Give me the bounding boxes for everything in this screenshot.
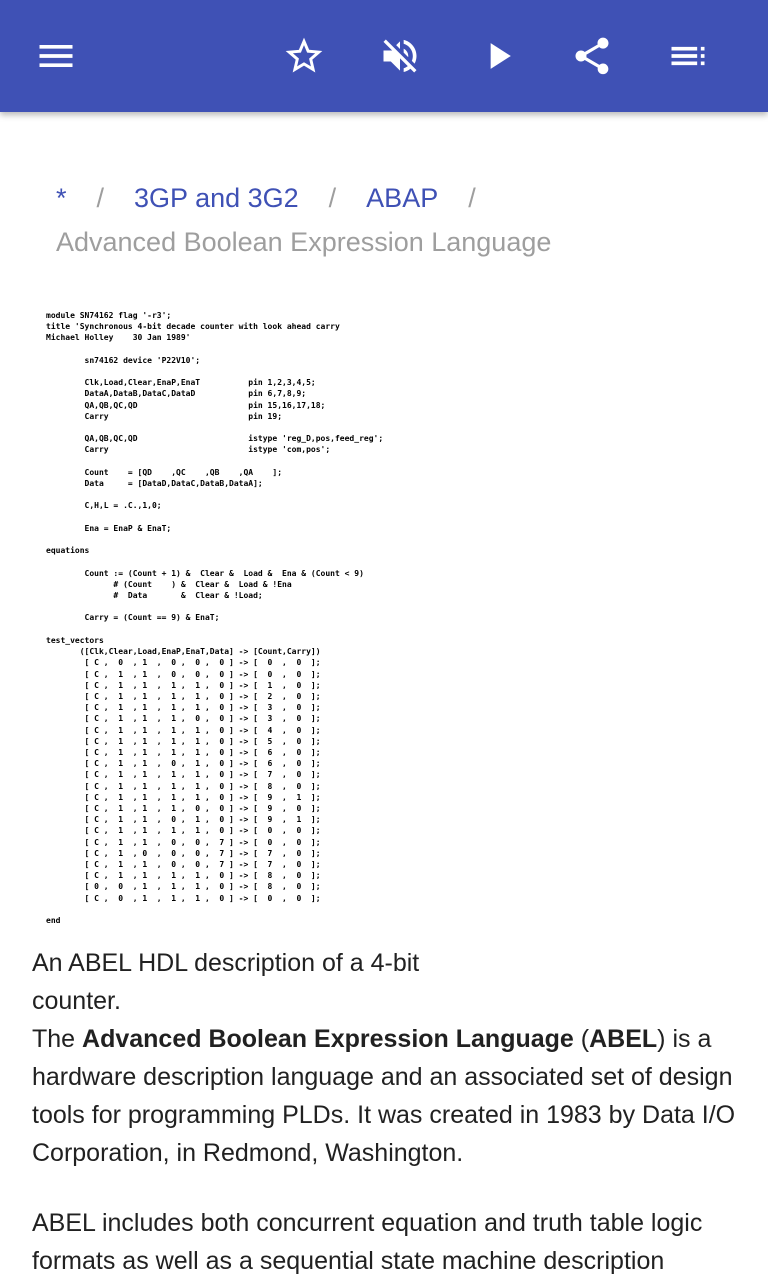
article-abbrev-bold: ABEL <box>589 1025 658 1053</box>
play-button[interactable] <box>470 28 526 84</box>
app-bar <box>0 0 768 112</box>
breadcrumb-link-abap[interactable]: ABAP <box>366 183 439 213</box>
breadcrumb-current-page: Advanced Boolean Expression Language <box>56 227 552 257</box>
breadcrumb-separator: / <box>468 183 476 213</box>
menu-button[interactable] <box>28 28 84 84</box>
figure-caption: An ABEL HDL description of a 4-bit counter. <box>32 949 420 1015</box>
toc-list-icon <box>666 34 710 78</box>
breadcrumb-separator: / <box>328 183 337 213</box>
play-icon <box>476 34 520 78</box>
paragraph-text: ) is a hardware description language and an associated set of design tools for programming PLDs. It was created in 1983 by Data I/O Corporation, in Redmond, Washington. <box>32 1025 736 1167</box>
breadcrumb-link-3gp[interactable]: 3GP and 3G2 <box>134 183 299 213</box>
article-body <box>32 1020 736 1280</box>
article-term-bold: Advanced Boolean Expression Language <box>82 1025 574 1053</box>
menu-icon <box>34 34 78 78</box>
paragraph-text: The <box>32 1025 83 1053</box>
mute-button[interactable] <box>372 28 428 84</box>
paragraph-text: ( <box>573 1025 590 1053</box>
abel-code-listing: module SN74162 flag '-r3'; title 'Synchronous 4-bit decade counter with look ahead carry Michael Holley 30 Jan 1989' sn74162 device 'P22V10'; Clk,Load,Clear,EnaP,EnaT pin 1,2,3,4,5; DataA,DataB,DataC,DataD pin 6,7,8,9; QA,QB,QC,QD pin 15,16,17,18; Carry pin 19; QA,QB,QC,QD istype 'reg_D,pos,feed_reg'; Carry istype 'com,pos'; Count = [QD ,QC ,QB ,QA ]; Data = [DataD,DataC,DataB,DataA]; C,H,L = .C.,1,0; Ena = EnaP & EnaT; equations Count := (Count + 1) & Clear & Load & Ena & (Count < 9) # (Count ) & Clear & Load & !Ena # Data & Clear & !Load; Carry = (Count == 9) & EnaT; test_vectors ([Clk,Clear,Load,EnaP,EnaT,Data] -> [Count,Carry]) [ C , 0 , 1 , 0 , 0 , 0 ] -> [ 0 , 0 ]; [ C , 1 , 1 , 0 , 0 , 0 ] -> [ 0 , 0 ]; [ C , 1 , 1 , 1 , 1 , 0 ] -> [ 1 , 0 ]; [ C , 1 , 1 , 1 , 1 , 0 ] -> [ 2 , 0 ]; [ C , 1 , 1 , 1 , 1 , 0 ] -> [ 3 , 0 ]; [ C , 1 , 1 , 1 , 0 , 0 ] -> [ 3 , 0 ]; [ C , 1 , 1 , 1 , 1 , 0 ] -> [ 4 , 0 ]; [ C , 1 , 1 , 1 , 1 , 0 ] -> [ 5 , 0 ]; [ C , 1 , 1 , 1 , 1 , 0 ] -> [ 6 , 0 ]; [ C , 1 , 1 , 0 , 1 , 0 ] -> [ 6 , 0 ]; [ C , 1 , 1 , 1 , 1 , 0 ] -> [ 7 , 0 ]; [ C , 1 , 1 , 1 , 1 , 0 ] -> [ 8 , 0 ]; [ C , 1 , 1 , 1 , 1 , 0 ] -> [ 9 , 1 ]; [ C , 1 , 1 , 1 , 0 , 0 ] -> [ 9 , 0 ]; [ C , 1 , 1 , 0 , 1 , 0 ] -> [ 9 , 1 ]; [ C , 1 , 1 , 1 , 1 , 0 ] -> [ 0 , 0 ]; [ C , 1 , 1 , 0 , 0 , 7 ] -> [ 0 , 0 ]; [ C , 1 , 0 , 0 , 0 , 7 ] -> [ 7 , 0 ]; [ C , 1 , 1 , 0 , 0 , 7 ] -> [ 7 , 0 ]; [ C , 1 , 1 , 1 , 1 , 0 ] -> [ 8 , 0 ]; [ 0 , 0 , 1 , 1 , 1 , 0 ] -> [ 8 , 0 ]; [ C , 0 , 1 , 1 , 1 , 0 ] -> [ 0 , 0 ]; end <box>46 311 384 925</box>
breadcrumb-home-link[interactable]: * <box>56 183 67 213</box>
share-icon <box>570 34 614 78</box>
article-paragraph-2: ABEL includes both concurrent equation and truth table logic formats as well as a sequential state machine description <box>32 1209 703 1275</box>
share-button[interactable] <box>564 28 620 84</box>
volume-off-icon <box>378 34 422 78</box>
toc-button[interactable] <box>660 28 716 84</box>
article-figure-image[interactable] <box>32 302 440 926</box>
breadcrumb <box>56 176 736 264</box>
bookmark-button[interactable] <box>276 28 332 84</box>
breadcrumb-separator: / <box>96 183 105 213</box>
article-paragraph-1 <box>32 1020 736 1172</box>
star-outline-icon <box>282 34 326 78</box>
